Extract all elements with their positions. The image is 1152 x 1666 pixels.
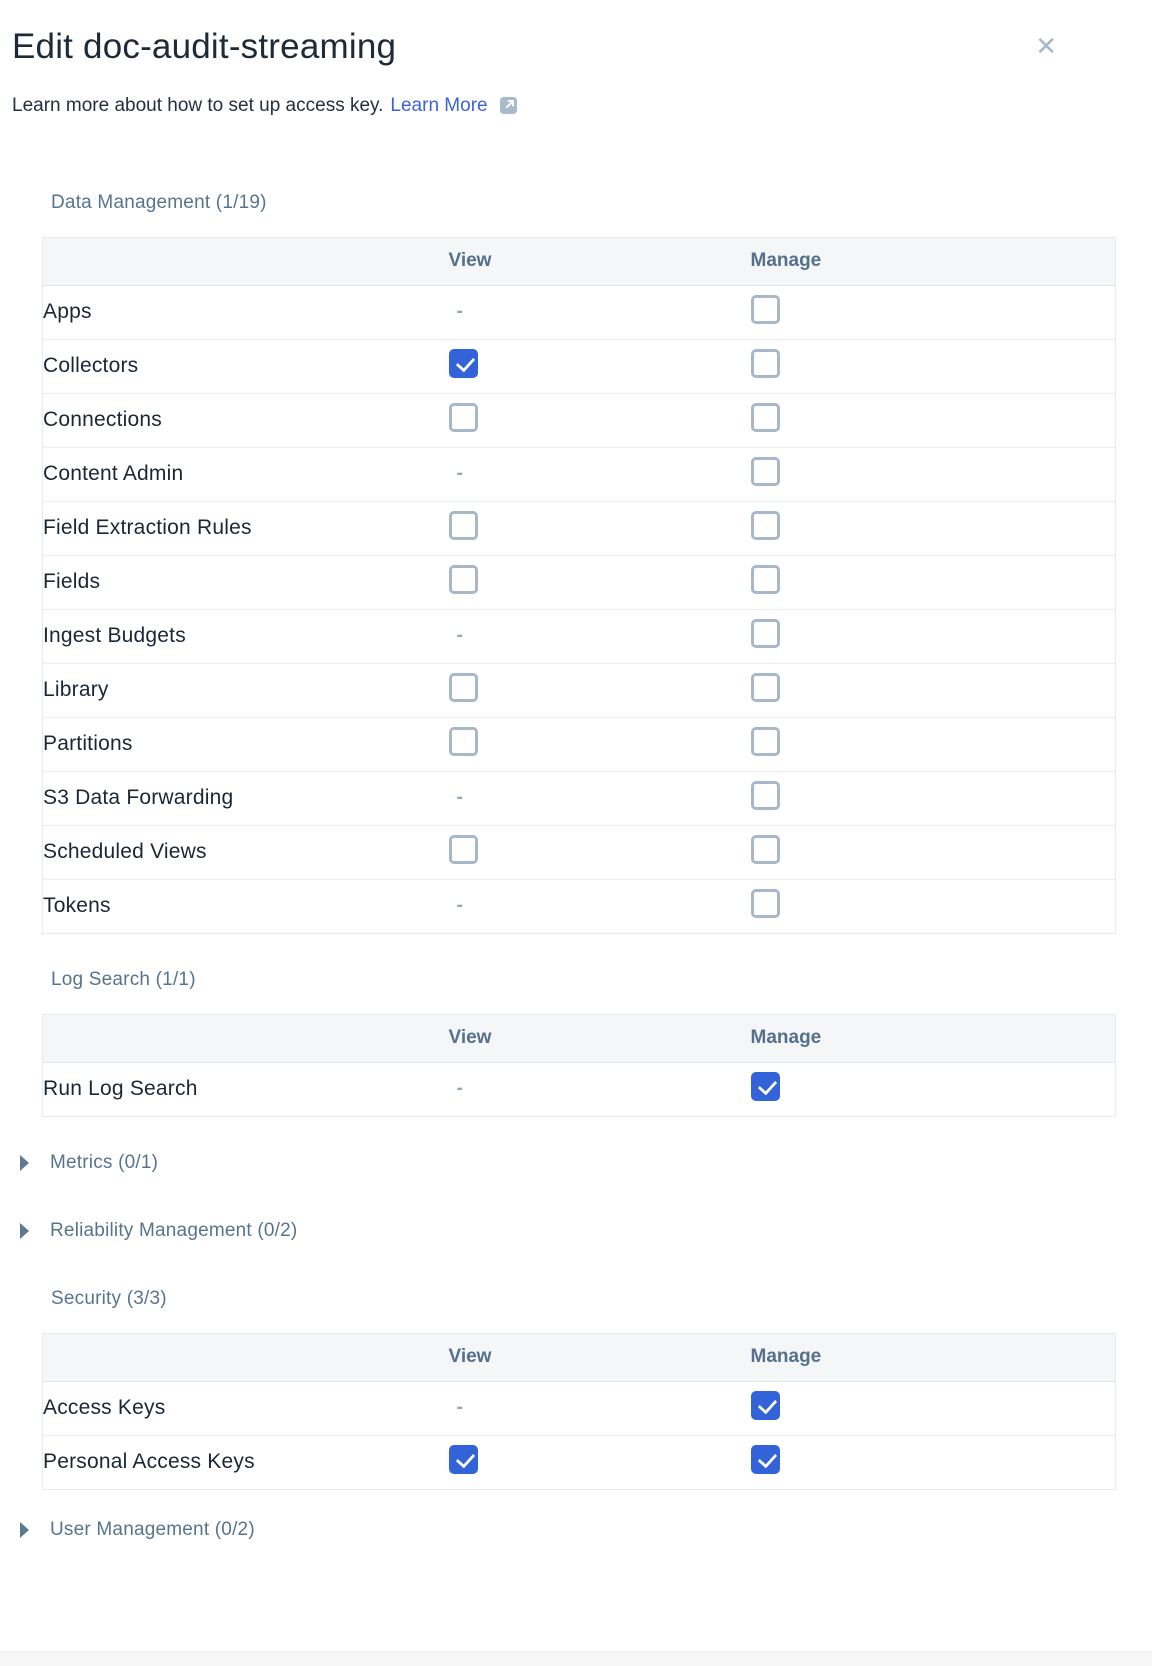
row-label-column-header xyxy=(43,1014,449,1062)
modal-footer-strip xyxy=(0,1651,1152,1666)
manage-cell xyxy=(751,663,1116,717)
collectors-manage-checkbox[interactable] xyxy=(751,349,780,378)
no-view-permission-dash: - xyxy=(456,1078,463,1100)
collectors-view-checkbox[interactable] xyxy=(449,349,478,378)
ingest-budgets-manage-checkbox[interactable] xyxy=(751,619,780,648)
s3-data-forwarding-manage-checkbox[interactable] xyxy=(751,781,780,810)
view-cell xyxy=(449,285,751,339)
table-row-scheduled-views xyxy=(43,825,1116,879)
section-toggle-data-management-1-19[interactable] xyxy=(12,191,1116,215)
no-view-permission-dash: - xyxy=(456,301,463,323)
no-view-permission-dash: - xyxy=(456,625,463,647)
section-label: User Management (0/2) xyxy=(50,1518,255,1540)
column-header-view: View xyxy=(449,1333,751,1381)
field-extraction-rules-manage-checkbox[interactable] xyxy=(751,511,780,540)
manage-cell xyxy=(751,339,1116,393)
row-label: Ingest Budgets xyxy=(43,609,449,663)
personal-access-keys-manage-checkbox[interactable] xyxy=(751,1445,780,1474)
table-row-personal-access-keys xyxy=(43,1435,1116,1489)
close-icon[interactable]: ✕ xyxy=(1035,31,1057,61)
view-cell xyxy=(449,1381,751,1435)
row-label-column-header xyxy=(43,237,449,285)
manage-cell xyxy=(751,1381,1116,1435)
connections-manage-checkbox[interactable] xyxy=(751,403,780,432)
run-log-search-manage-checkbox[interactable] xyxy=(751,1072,780,1101)
row-label: Run Log Search xyxy=(43,1077,198,1101)
permission-section-user-management-0-2 xyxy=(12,1518,1116,1542)
row-label: S3 Data Forwarding xyxy=(43,771,449,825)
table-row-access-keys xyxy=(43,1381,1116,1435)
table-row-content-admin xyxy=(43,447,1116,501)
view-cell xyxy=(449,393,751,447)
chevron-right-icon xyxy=(20,1522,29,1538)
permissions-table-data-management-1-19 xyxy=(42,237,1116,934)
table-row-ingest-budgets xyxy=(43,609,1116,663)
manage-cell xyxy=(751,1062,1116,1116)
manage-cell xyxy=(751,555,1116,609)
section-toggle-metrics-0-1[interactable] xyxy=(12,1151,1116,1175)
learn-more-link[interactable]: Learn More xyxy=(390,95,488,117)
manage-cell xyxy=(751,771,1116,825)
permission-sections xyxy=(12,191,1116,1542)
manage-cell xyxy=(751,501,1116,555)
section-toggle-security-3-3[interactable] xyxy=(12,1287,1116,1311)
view-cell xyxy=(449,825,751,879)
table-row-fields xyxy=(43,555,1116,609)
partitions-manage-checkbox[interactable] xyxy=(751,727,780,756)
row-label: Apps xyxy=(43,285,449,339)
manage-cell xyxy=(751,717,1116,771)
row-label: Access Keys xyxy=(43,1381,449,1435)
row-label: Library xyxy=(43,663,449,717)
manage-cell xyxy=(751,285,1116,339)
manage-cell xyxy=(751,393,1116,447)
table-row-collectors xyxy=(43,339,1116,393)
manage-cell xyxy=(751,825,1116,879)
section-label: Security (3/3) xyxy=(51,1287,167,1309)
manage-cell xyxy=(751,879,1116,933)
table-row-library xyxy=(43,663,1116,717)
subtitle-text: Learn more about how to set up access key. xyxy=(12,95,384,117)
table-row-s3-data-forwarding xyxy=(43,771,1116,825)
section-label: Data Management (1/19) xyxy=(51,191,267,213)
section-toggle-reliability-management-0-2[interactable] xyxy=(12,1219,1116,1243)
row-label: Scheduled Views xyxy=(43,825,449,879)
view-cell xyxy=(449,555,751,609)
connections-view-checkbox[interactable] xyxy=(449,403,478,432)
permission-section-log-search-1-1 xyxy=(12,968,1116,1117)
chevron-right-icon xyxy=(20,1155,29,1171)
library-manage-checkbox[interactable] xyxy=(751,673,780,702)
row-label: Tokens xyxy=(43,894,111,918)
external-link-icon[interactable] xyxy=(499,96,518,121)
permission-section-data-management-1-19 xyxy=(12,191,1116,934)
permissions-table-security-3-3 xyxy=(42,1333,1116,1490)
view-cell xyxy=(449,501,751,555)
scheduled-views-manage-checkbox[interactable] xyxy=(751,835,780,864)
content-admin-manage-checkbox[interactable] xyxy=(751,457,780,486)
row-label-column-header xyxy=(43,1333,449,1381)
permission-section-security-3-3 xyxy=(12,1287,1116,1490)
row-label: Partitions xyxy=(43,717,449,771)
view-cell xyxy=(449,609,751,663)
column-header-manage: Manage xyxy=(751,1333,1116,1381)
column-header-manage: Manage xyxy=(751,1014,1116,1062)
table-row-field-extraction-rules xyxy=(43,501,1116,555)
table-row-tokens xyxy=(43,879,1116,933)
fields-manage-checkbox[interactable] xyxy=(751,565,780,594)
field-extraction-rules-view-checkbox[interactable] xyxy=(449,511,478,540)
column-header-manage: Manage xyxy=(751,237,1116,285)
view-cell xyxy=(449,447,751,501)
chevron-right-icon xyxy=(20,1223,29,1239)
no-view-permission-dash: - xyxy=(456,463,463,485)
view-cell xyxy=(449,1062,751,1116)
section-label: Metrics (0/1) xyxy=(50,1151,159,1173)
column-header-view: View xyxy=(449,1014,751,1062)
table-header-row xyxy=(43,237,1116,285)
partitions-view-checkbox[interactable] xyxy=(449,727,478,756)
manage-cell xyxy=(751,609,1116,663)
section-label: Log Search (1/1) xyxy=(51,968,196,990)
manage-cell xyxy=(751,447,1116,501)
table-row-connections xyxy=(43,393,1116,447)
row-label: Field Extraction Rules xyxy=(43,501,449,555)
view-cell xyxy=(449,879,751,933)
section-label: Reliability Management (0/2) xyxy=(50,1219,298,1241)
library-view-checkbox[interactable] xyxy=(449,673,478,702)
table-row-run-log-search xyxy=(43,1062,1116,1116)
page-title: Edit doc-audit-streaming xyxy=(12,27,397,66)
table-header-row xyxy=(43,1333,1116,1381)
modal-header xyxy=(12,25,1115,69)
permission-section-reliability-management-0-2 xyxy=(12,1219,1116,1243)
row-label: Fields xyxy=(43,555,449,609)
permission-section-metrics-0-1 xyxy=(12,1151,1116,1175)
manage-cell xyxy=(751,1435,1116,1489)
view-cell xyxy=(449,339,751,393)
section-toggle-log-search-1-1[interactable] xyxy=(12,968,1116,992)
no-view-permission-dash: - xyxy=(456,787,463,809)
scheduled-views-view-checkbox[interactable] xyxy=(449,835,478,864)
view-cell xyxy=(449,663,751,717)
permissions-table-log-search-1-1 xyxy=(42,1014,1116,1117)
view-cell xyxy=(449,717,751,771)
apps-manage-checkbox[interactable] xyxy=(751,295,780,324)
no-view-permission-dash: - xyxy=(456,895,463,917)
view-cell xyxy=(449,1435,751,1489)
fields-view-checkbox[interactable] xyxy=(449,565,478,594)
access-keys-manage-checkbox[interactable] xyxy=(751,1391,780,1420)
personal-access-keys-view-checkbox[interactable] xyxy=(449,1445,478,1474)
no-view-permission-dash: - xyxy=(456,1397,463,1419)
row-label: Collectors xyxy=(43,339,449,393)
column-header-view: View xyxy=(449,237,751,285)
row-label: Content Admin xyxy=(43,447,449,501)
table-row-apps xyxy=(43,285,1116,339)
view-cell xyxy=(449,771,751,825)
row-label: Connections xyxy=(43,393,449,447)
modal-subtitle xyxy=(12,94,1116,119)
table-header-row xyxy=(43,1014,1116,1062)
row-label: Personal Access Keys xyxy=(43,1450,255,1474)
section-toggle-user-management-0-2[interactable] xyxy=(12,1518,1116,1542)
table-row-partitions xyxy=(43,717,1116,771)
tokens-manage-checkbox[interactable] xyxy=(751,889,780,918)
